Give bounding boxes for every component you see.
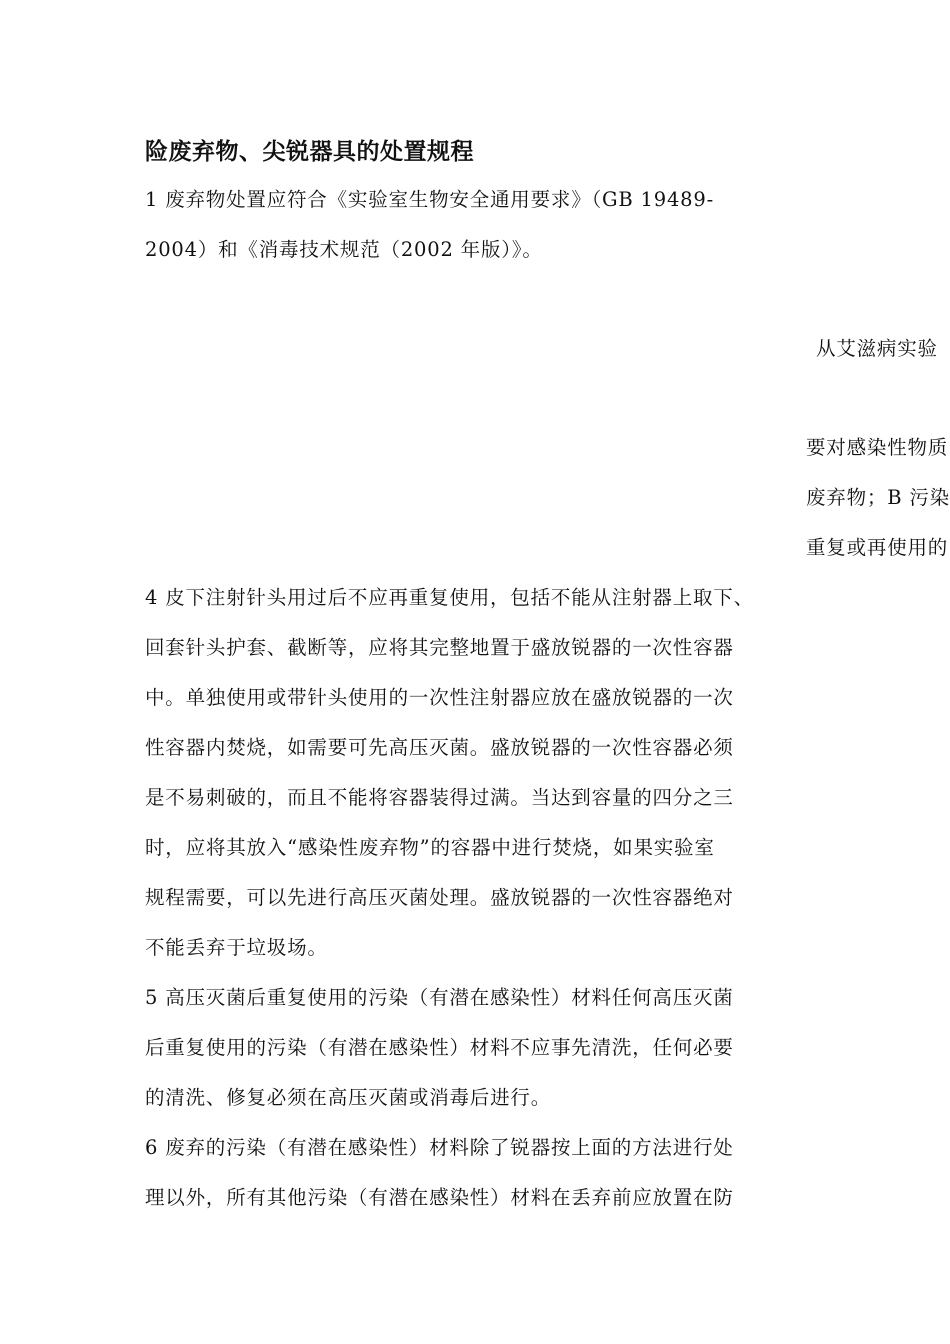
cropped-fragment-3-line-1: 要对感染性物质 (806, 436, 949, 459)
para4-line-3: 中。单独使用或带针头使用的一次性注射器应放在盛放锐器的一次 (145, 686, 734, 709)
document-title: 险废弃物、尖锐器具的处置规程 (145, 138, 474, 165)
cropped-fragment-3-line-2: 废弃物；B 污染 (806, 486, 950, 509)
para1-line-2: 2004）和《消毒技术规范（2002 年版）》。 (145, 238, 543, 261)
para4-line-7: 规程需要，可以先进行高压灭菌处理。盛放锐器的一次性容器绝对 (145, 886, 734, 909)
para4-line-2: 回套针头护套、截断等，应将其完整地置于盛放锐器的一次性容器 (145, 636, 734, 659)
cropped-fragment-3-line-3: 重复或再使用的 (806, 536, 949, 559)
para6-line-2: 理以外，所有其他污染（有潜在感染性）材料在丢弃前应放置在防 (145, 1186, 734, 1209)
para1-line-1: 1 废弃物处置应符合《实验室生物安全通用要求》（GB 19489- (145, 188, 714, 211)
para4-line-5: 是不易刺破的，而且不能将容器装得过满。当达到容量的四分之三 (145, 786, 734, 809)
para5-line-1: 5 高压灭菌后重复使用的污染（有潜在感染性）材料任何高压灭菌 (145, 986, 734, 1009)
para4-line-4: 性容器内焚烧，如需要可先高压灭菌。盛放锐器的一次性容器必须 (145, 736, 734, 759)
cropped-fragment-2: 从艾滋病实验 (816, 337, 938, 360)
para6-line-1: 6 废弃的污染（有潜在感染性）材料除了锐器按上面的方法进行处 (145, 1136, 734, 1159)
para4-line-6: 时，应将其放入“感染性废弃物”的容器中进行焚烧，如果实验室 (145, 836, 715, 859)
para4-line-1: 4 皮下注射针头用过后不应再重复使用，包括不能从注射器上取下、 (145, 586, 754, 609)
para5-line-2: 后重复使用的污染（有潜在感染性）材料不应事先清洗，任何必要 (145, 1036, 734, 1059)
para4-line-8: 不能丢弃于垃圾场。 (145, 936, 328, 959)
para5-line-3: 的清洗、修复必须在高压灭菌或消毒后进行。 (145, 1086, 552, 1109)
